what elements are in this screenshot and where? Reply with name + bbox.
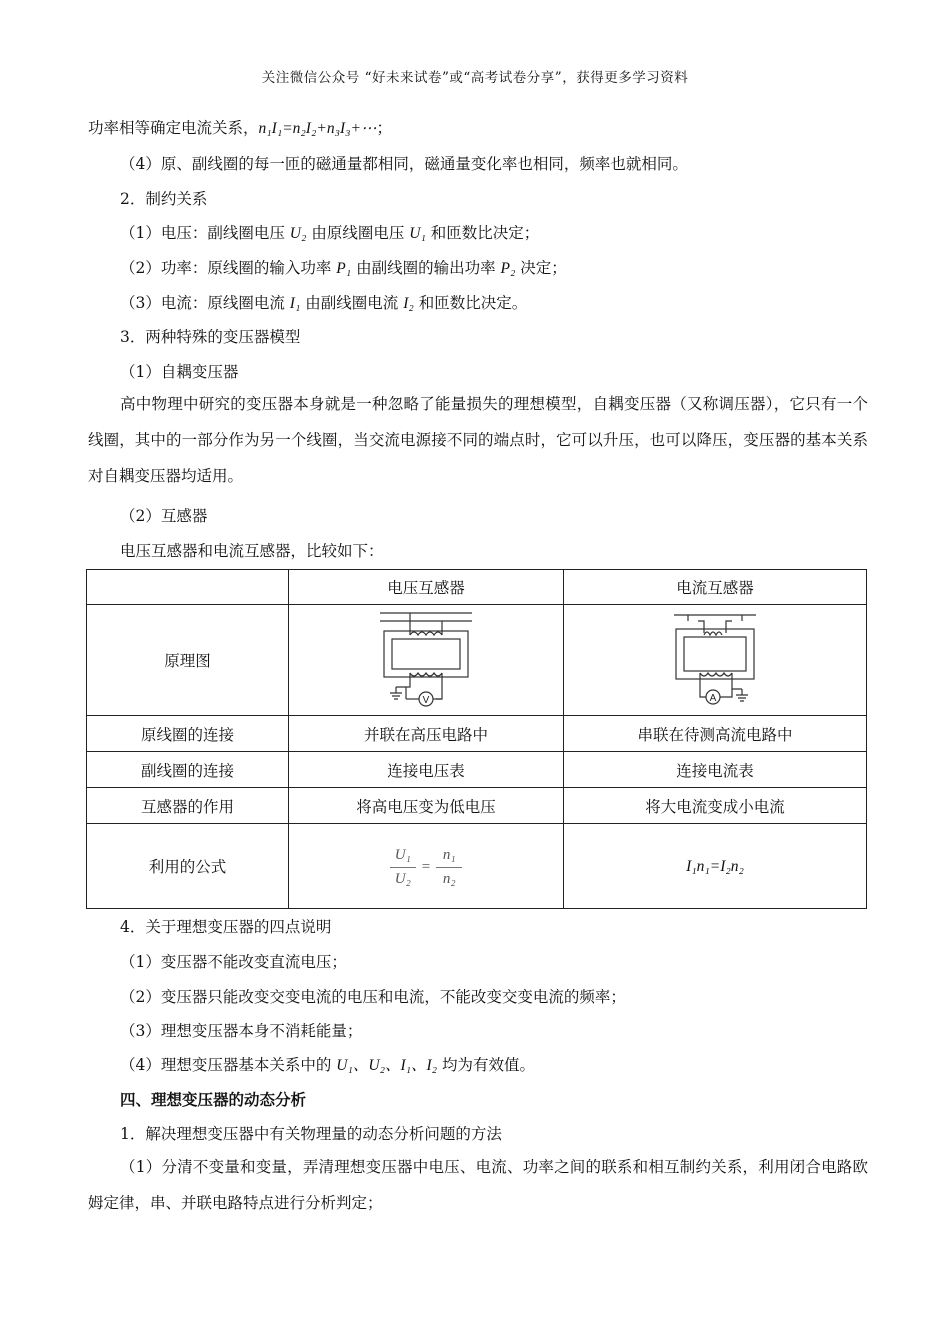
autotransformer-paragraph: 高中物理中研究的变压器本身就是一种忽略了能量损失的理想模型，自耦变压器（又称调压器），它只有一个线圈，其中的一部分作为另一个线圈，当交流电源接不同的端点时，它可以升压，也可以降压，变压器的基本关系对自耦变压器均适用。 xyxy=(88,395,868,485)
core-inner xyxy=(684,637,746,671)
table-row xyxy=(87,570,867,605)
page-header-note: 关注微信公众号 “好未来试卷”或“高考试卷分享”，获得更多学习资料 xyxy=(261,70,689,86)
text: （2）功率：原线圈的输入功率 xyxy=(120,259,337,277)
ground-icon xyxy=(390,687,406,699)
var: I₁ xyxy=(289,295,301,312)
numerator: U₁ xyxy=(394,846,411,863)
row-label-function: 互感器的作用 xyxy=(87,788,289,824)
lead xyxy=(720,689,732,697)
var: P₂ xyxy=(500,260,516,277)
formula-current-cell xyxy=(564,824,867,909)
current-relation-line xyxy=(88,116,392,138)
text: （1）电压：副线圈电压 xyxy=(120,224,290,242)
secondary-coil xyxy=(700,673,732,676)
text: （3）电流：原线圈电流 xyxy=(120,294,290,312)
table-row xyxy=(87,752,867,788)
secondary-coil xyxy=(410,673,442,676)
primary-coil xyxy=(704,632,722,635)
current-transformer-diagram-cell xyxy=(564,605,867,716)
text: 功率相等确定电流关系， xyxy=(88,119,259,137)
note-1: （1）变压器不能改变直流电压； xyxy=(120,953,347,971)
ammeter-label: A xyxy=(709,693,717,704)
text: ； xyxy=(376,119,392,137)
text: 和匝数比决定。 xyxy=(413,294,528,312)
text: 决定； xyxy=(515,259,567,277)
function-voltage-cell: 将高电压变为低电压 xyxy=(289,788,564,824)
section-3-title: 3．两种特殊的变压器模型 xyxy=(120,328,301,346)
text: 均为有效值。 xyxy=(437,1056,535,1074)
primary-coil xyxy=(410,632,442,635)
text: 由副线圈电流 xyxy=(300,294,404,312)
transformer-instrument-title: （2）互感器 xyxy=(120,507,208,525)
secondary-current-cell: 连接电流表 xyxy=(564,752,867,788)
table-cell xyxy=(87,570,289,605)
voltage-ratio-formula xyxy=(390,847,462,888)
core-inner xyxy=(392,639,460,669)
row-label-diagram: 原理图 xyxy=(87,605,289,716)
vars: U₁、U₂、I₁、I₂ xyxy=(336,1057,438,1074)
denominator: n₂ xyxy=(442,870,456,887)
method-title: 1．解决理想变压器中有关物理量的动态分析问题的方法 xyxy=(120,1125,502,1143)
table-row xyxy=(87,605,867,716)
voltage-transformer-diagram-cell xyxy=(289,605,564,716)
fraction xyxy=(436,847,462,888)
comparison-intro: 电压互感器和电流互感器，比较如下： xyxy=(120,542,384,560)
ground-icon xyxy=(736,689,748,701)
fraction-bar xyxy=(436,867,462,868)
var: I₂ xyxy=(403,295,414,312)
table-row xyxy=(87,824,867,909)
item-current-constraint xyxy=(120,291,527,313)
chapter-4-heading: 四、理想变压器的动态分析 xyxy=(120,1090,307,1109)
row-label-secondary: 副线圈的连接 xyxy=(87,752,289,788)
comparison-table xyxy=(86,569,867,909)
text: 由副线圈的输出功率 xyxy=(351,259,501,277)
col-header-current: 电流互感器 xyxy=(564,570,867,605)
voltage-transformer-diagram xyxy=(376,609,476,707)
secondary-leads xyxy=(700,673,742,697)
item-voltage-constraint xyxy=(120,221,539,243)
current-formula: n₁I₁=n₂I₂+n₃I₃+⋯ xyxy=(258,120,377,137)
var: U₁ xyxy=(409,225,426,242)
fraction xyxy=(390,847,416,888)
line-break xyxy=(688,615,742,621)
note-2: （2）变压器只能改变交变电流的电压和电流，不能改变交变电流的频率； xyxy=(120,988,626,1006)
table-row xyxy=(87,716,867,752)
note-4 xyxy=(120,1053,535,1075)
var: U₂ xyxy=(289,225,307,242)
section-2-title: 2．制约关系 xyxy=(120,190,208,208)
numerator: n₁ xyxy=(442,846,456,863)
core-outer xyxy=(384,631,468,677)
text: 和匝数比决定； xyxy=(425,224,540,242)
text: 由原线圈电压 xyxy=(306,224,410,242)
current-transformer-diagram xyxy=(670,609,760,707)
method-paragraph: （1）分清不变量和变量，弄清理想变压器中电压、电流、功率之间的联系和相互制约关系，利用闭合电路欧姆定律，串、并联电路特点进行分析判定； xyxy=(88,1158,868,1212)
item-power-constraint xyxy=(120,256,567,278)
col-header-voltage: 电压互感器 xyxy=(289,570,564,605)
primary-current-cell: 串联在待测高流电路中 xyxy=(564,716,867,752)
row-label-formula: 利用的公式 xyxy=(87,824,289,909)
primary-voltage-cell: 并联在高压电路中 xyxy=(289,716,564,752)
fraction-bar xyxy=(390,867,416,868)
equals-sign: = xyxy=(421,858,431,875)
table-row xyxy=(87,788,867,824)
formula-voltage-cell xyxy=(289,824,564,909)
function-current-cell: 将大电流变成小电流 xyxy=(564,788,867,824)
section-4-title: 4．关于理想变压器的四点说明 xyxy=(120,918,332,936)
row-label-primary: 原线圈的连接 xyxy=(87,716,289,752)
var: P₁ xyxy=(336,260,352,277)
voltmeter-label: V xyxy=(422,695,430,706)
note-3: （3）理想变压器本身不消耗能量； xyxy=(120,1022,363,1040)
secondary-voltage-cell: 连接电压表 xyxy=(289,752,564,788)
item-4-flux: （4）原、副线圈的每一匝的磁通量都相同，磁通量变化率也相同，频率也就相同。 xyxy=(120,155,688,173)
autotransformer-title: （1）自耦变压器 xyxy=(120,363,239,381)
primary-leads xyxy=(698,621,732,633)
text: （4）理想变压器基本关系中的 xyxy=(120,1056,337,1074)
current-ratio-formula: I₁n₁=I₂n₂ xyxy=(686,857,744,875)
denominator: U₂ xyxy=(394,870,411,887)
